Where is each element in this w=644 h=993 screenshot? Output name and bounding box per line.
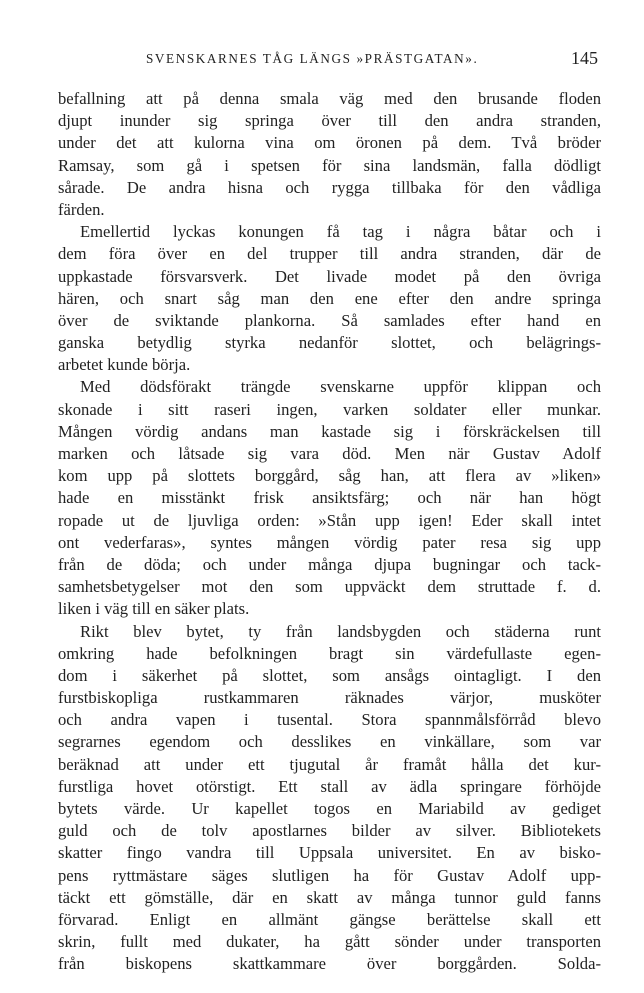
text-line: ropade ut de ljuvliga orden: »Stån upp igen! Eder skall intet [58,510,601,530]
text-line: färden. [58,199,105,219]
text-line: dem föra över en del trupper till andra stranden, där de [58,244,601,264]
text-line: över de sviktande plankorna. Så samlades efter hand en [58,310,601,330]
text-line: omkring hade befolkningen bragt sin värdefullaste egen- [58,643,601,663]
text-line: från biskopens skattkammare över borggården. Solda- [58,954,601,974]
text-line: segrarnes egendom och desslikes en vinkällare, som var [58,732,601,752]
text-line: guld och de tolv apostlarnes bilder av silver. Bibliotekets [58,821,601,841]
page-number: 145 [571,48,598,68]
text-line: marken och låtsade sig vara död. Men när Gustav Adolf [58,444,601,463]
text-line: ont vederfaras», syntes mången vördig pater resa sig upp [58,532,601,552]
text-line: liken i väg till en säker plats. [58,599,250,619]
text-line: från de döda; och under många djupa bugningar och tack- [58,554,601,574]
text-line: och andra vapen i tusental. Stora spannmålsförråd blevo [58,710,601,730]
text-line: Rikt blev bytet, ty från landsbygden och städerna runt [80,621,601,641]
text-line: Emellertid lyckas konungen få tag i några båtar och i [80,222,601,242]
text-line: sårade. De andra hisna och rygga tillbaka för den vådliga [58,177,601,197]
running-head [58,48,598,72]
text-line: samhetsbetygelser mot den som uppväckt dem struttade f. d. [58,577,601,597]
text-line: förvarad. Enligt en allmänt gängse berättelse skall ett [58,909,601,929]
text-line: beräknad att under ett tjugutal år framåt hålla det kur- [58,754,601,774]
text-line: befallning att på denna smala väg med den brusande floden [58,89,601,108]
text-line: under det att kulorna vina om öronen på dem. Två bröder [58,133,601,153]
text-line: furstliga hovet otörstigt. Ett stall av ädla springare förhöjde [58,776,601,796]
text-line: Mången vördig andans man kastade sig i förskräckelsen till [58,421,601,441]
running-head-title: SVENSKARNES TÅG LÄNGS »PRÄSTGATAN». [146,51,479,66]
text-line: dom i säkerhet på slottet, som ansågs ointagligt. I den [58,665,601,685]
text-line: Ramsay, som gå i spetsen för sina landsmän, falla dödligt [58,155,601,175]
text-line: uppkastade försvarsverk. Det livade modet på den övriga [58,266,601,286]
text-line: arbetet kunde börja. [58,355,191,375]
text-line: Med dödsförakt trängde svenskarne uppför klippan och [80,377,601,397]
text-line: täckt ett gömställe, där en skatt av många tunnor guld fanns [58,887,601,907]
text-line: hade en misstänkt frisk ansiktsfärg; och när han högt [58,488,601,508]
text-line: bytets värde. Ur kapellet togos en Mariabild av gediget [58,799,601,818]
text-line: ganska betydlig styrka nedanför slottet, och belägrings- [58,333,601,353]
text-line: djupt inunder sig springa över till den andra stranden, [58,111,601,131]
text-line: hären, och snart såg man den ene efter den andre springa [58,288,601,308]
text-line: kom upp på slottets borggård, såg han, att flera av »liken» [58,466,601,486]
text-line: skonade i sitt raseri ingen, varken soldater eller munkar. [58,399,601,419]
body-text [58,88,601,976]
text-line: skatter fingo vandra till Uppsala universitet. En av bisko- [58,843,601,863]
text-line: skrin, fullt med dukater, ha gått sönder under transporten [58,932,601,952]
text-line: furstbiskopliga rustkammaren räknades värjor, musköter [58,688,601,708]
text-line: pens ryttmästare säges slutligen ha för Gustav Adolf upp- [58,865,601,885]
